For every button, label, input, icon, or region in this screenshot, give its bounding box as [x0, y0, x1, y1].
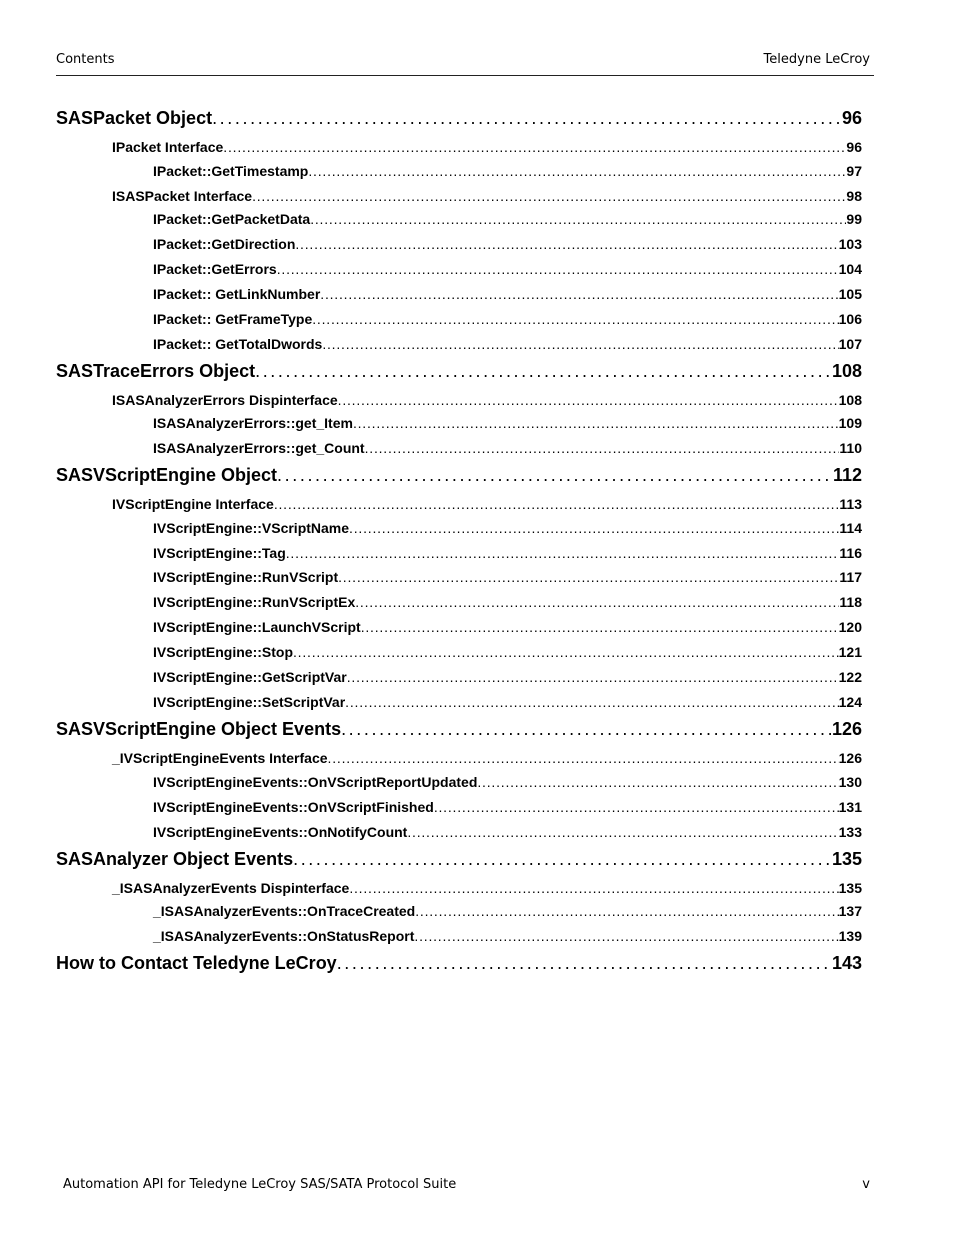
toc-dot-leader	[338, 393, 839, 407]
toc-entry[interactable]	[153, 312, 862, 326]
toc-dot-leader	[322, 337, 838, 351]
toc-entry-title: ISASAnalyzerErrors::get_Count	[153, 440, 365, 456]
toc-entry-page-number: 105	[838, 286, 862, 302]
toc-entry-title: IPacket:: GetFrameType	[153, 311, 313, 327]
toc-entry[interactable]	[153, 570, 862, 584]
toc-entry[interactable]	[112, 189, 862, 203]
toc-entry[interactable]	[153, 595, 862, 609]
toc-dot-leader	[337, 954, 832, 972]
toc-entry-page-number: 106	[838, 311, 862, 327]
toc-entry[interactable]	[153, 262, 862, 276]
toc-entry-title: IVScriptEngine::VScriptName	[153, 520, 350, 536]
toc-entry-title: SASTraceErrors Object	[56, 361, 256, 381]
toc-entry-title: IPacket::GetTimestamp	[153, 163, 309, 179]
toc-entry[interactable]	[153, 800, 862, 814]
toc-entry-page-number: 135	[838, 880, 862, 896]
toc-dot-leader	[277, 466, 833, 484]
toc-entry[interactable]	[56, 720, 862, 738]
toc-dot-leader	[223, 140, 846, 154]
toc-entry-title: IVScriptEngineEvents::OnVScriptReportUpdated	[153, 774, 478, 790]
toc-entry-title: _ISASAnalyzerEvents::OnTraceCreated	[153, 903, 416, 919]
toc-dot-leader	[353, 416, 839, 430]
toc-entry[interactable]	[153, 212, 862, 226]
toc-entry[interactable]	[153, 416, 862, 430]
toc-dot-leader	[349, 881, 838, 895]
toc-entry[interactable]	[153, 287, 862, 301]
toc-entry[interactable]	[56, 954, 862, 972]
toc-entry[interactable]	[153, 645, 862, 659]
toc-entry[interactable]	[153, 695, 862, 709]
toc-entry-page-number: 126	[838, 750, 862, 766]
toc-entry-title: SASVScriptEngine Object	[56, 465, 278, 485]
toc-dot-leader	[277, 262, 839, 276]
toc-entry-page-number: 103	[838, 236, 862, 252]
toc-dot-leader	[295, 237, 838, 251]
toc-entry-title: IPacket::GetErrors	[153, 261, 277, 277]
toc-entry[interactable]	[153, 775, 862, 789]
toc-dot-leader	[293, 645, 839, 659]
toc-entry-page-number: 122	[838, 669, 862, 685]
toc-entry-title: IVScriptEngine::SetScriptVar	[153, 694, 346, 710]
toc-entry-title: IVScriptEngine::RunVScriptEx	[153, 594, 356, 610]
toc-entry-page-number: 112	[832, 465, 862, 485]
toc-entry-title: IPacket:: GetTotalDwords	[153, 336, 323, 352]
toc-entry-title: SASAnalyzer Object Events	[56, 849, 294, 869]
toc-entry-title: ISASPacket Interface	[112, 188, 253, 204]
toc-dot-leader	[355, 595, 839, 609]
toc-entry-title: IPacket:: GetLinkNumber	[153, 286, 321, 302]
toc-dot-leader	[341, 720, 832, 738]
toc-entry-page-number: 126	[831, 719, 862, 739]
toc-entry-page-number: 131	[838, 799, 862, 815]
toc-entry-page-number: 139	[838, 928, 862, 944]
toc-entry[interactable]	[153, 337, 862, 351]
toc-entry-title: SASVScriptEngine Object Events	[56, 719, 342, 739]
toc-entry[interactable]	[112, 497, 862, 511]
toc-entry-title: ISASAnalyzerErrors::get_Item	[153, 415, 353, 431]
toc-entry-page-number: 114	[839, 520, 862, 536]
toc-entry[interactable]	[153, 825, 862, 839]
toc-entry-page-number: 121	[838, 644, 862, 660]
toc-dot-leader	[320, 287, 838, 301]
toc-dot-leader	[308, 164, 846, 178]
toc-entry[interactable]	[153, 929, 862, 943]
toc-entry-title: IPacket::GetPacketData	[153, 211, 311, 227]
toc-dot-leader	[293, 850, 832, 868]
toc-dot-leader	[255, 362, 832, 380]
toc-dot-leader	[347, 670, 839, 684]
toc-entry-page-number: 104	[838, 261, 862, 277]
toc-entry-title: SASPacket Object	[56, 108, 213, 128]
toc-entry-title: How to Contact Teledyne LeCroy	[56, 953, 337, 973]
toc-entry[interactable]	[56, 362, 862, 380]
toc-entry-page-number: 96	[841, 108, 862, 128]
header-company-name: Teledyne LeCroy	[763, 52, 870, 67]
toc-entry-page-number: 143	[831, 953, 862, 973]
toc-entry[interactable]	[56, 850, 862, 868]
toc-entry-page-number: 137	[838, 903, 862, 919]
toc-entry-page-number: 116	[839, 545, 862, 561]
toc-entry-title: _ISASAnalyzerEvents::OnStatusReport	[153, 928, 415, 944]
toc-dot-leader	[212, 109, 842, 127]
toc-dot-leader	[477, 775, 838, 789]
toc-entry-title: IVScriptEngine::RunVScript	[153, 569, 339, 585]
toc-dot-leader	[415, 904, 838, 918]
toc-entry[interactable]	[153, 620, 862, 634]
toc-dot-leader	[349, 521, 839, 535]
toc-entry[interactable]	[112, 140, 862, 154]
toc-entry-page-number: 110	[839, 440, 862, 456]
toc-entry[interactable]	[153, 546, 862, 560]
toc-entry-page-number: 107	[838, 336, 862, 352]
toc-dot-leader	[310, 212, 846, 226]
toc-entry[interactable]	[153, 441, 862, 455]
toc-dot-leader	[338, 570, 839, 584]
toc-entry-title: IVScriptEngine::GetScriptVar	[153, 669, 347, 685]
toc-entry-page-number: 98	[846, 188, 862, 204]
footer-document-title: Automation API for Teledyne LeCroy SAS/SATA Protocol Suite	[63, 1177, 457, 1192]
toc-entry-title: IVScriptEngine::LaunchVScript	[153, 619, 361, 635]
toc-dot-leader	[286, 546, 840, 560]
toc-entry-title: ISASAnalyzerErrors Dispinterface	[112, 392, 338, 408]
toc-entry[interactable]	[153, 237, 862, 251]
toc-entry-page-number: 118	[839, 594, 862, 610]
toc-entry-page-number: 108	[838, 392, 862, 408]
toc-entry-page-number: 120	[838, 619, 862, 635]
toc-entry-page-number: 99	[846, 211, 862, 227]
toc-entry-page-number: 109	[838, 415, 862, 431]
toc-entry[interactable]	[112, 881, 862, 895]
toc-entry-page-number: 130	[838, 774, 862, 790]
toc-entry-title: IVScriptEngine Interface	[112, 496, 274, 512]
toc-dot-leader	[328, 751, 839, 765]
toc-entry[interactable]	[153, 670, 862, 684]
toc-entry-page-number: 135	[831, 849, 862, 869]
toc-entry-page-number: 96	[846, 139, 862, 155]
toc-entry-page-number: 108	[831, 361, 862, 381]
toc-entry-page-number: 133	[838, 824, 862, 840]
toc-entry[interactable]	[153, 164, 862, 178]
toc-dot-leader	[252, 189, 846, 203]
toc-dot-leader	[407, 825, 838, 839]
toc-entry[interactable]	[56, 109, 862, 127]
toc-entry[interactable]	[112, 393, 862, 407]
toc-dot-leader	[274, 497, 840, 511]
toc-entry-title: IVScriptEngine::Stop	[153, 644, 293, 660]
toc-entry-title: IVScriptEngineEvents::OnVScriptFinished	[153, 799, 434, 815]
toc-entry-page-number: 97	[846, 163, 862, 179]
toc-entry[interactable]	[112, 751, 862, 765]
toc-entry-title: IPacket Interface	[112, 139, 224, 155]
toc-entry[interactable]	[153, 521, 862, 535]
toc-entry-title: IPacket::GetDirection	[153, 236, 296, 252]
toc-entry-title: _IVScriptEngineEvents Interface	[112, 750, 328, 766]
toc-dot-leader	[414, 929, 838, 943]
toc-entry-page-number: 117	[839, 569, 862, 585]
toc-entry-title: IVScriptEngine::Tag	[153, 545, 286, 561]
toc-dot-leader	[434, 800, 839, 814]
page-footer	[63, 1177, 870, 1195]
toc-dot-leader	[345, 695, 838, 709]
toc-dot-leader	[312, 312, 838, 326]
toc-entry[interactable]	[153, 904, 862, 918]
toc-entry-title: _ISASAnalyzerEvents Dispinterface	[112, 880, 350, 896]
toc-entry-title: IVScriptEngineEvents::OnNotifyCount	[153, 824, 408, 840]
toc-dot-leader	[365, 441, 840, 455]
toc-entry-page-number: 124	[838, 694, 862, 710]
header-section-title: Contents	[56, 52, 115, 67]
footer-page-number: v	[862, 1177, 870, 1192]
toc-entry[interactable]	[56, 466, 862, 484]
toc-entry-page-number: 113	[839, 496, 862, 512]
toc-dot-leader	[361, 620, 839, 634]
